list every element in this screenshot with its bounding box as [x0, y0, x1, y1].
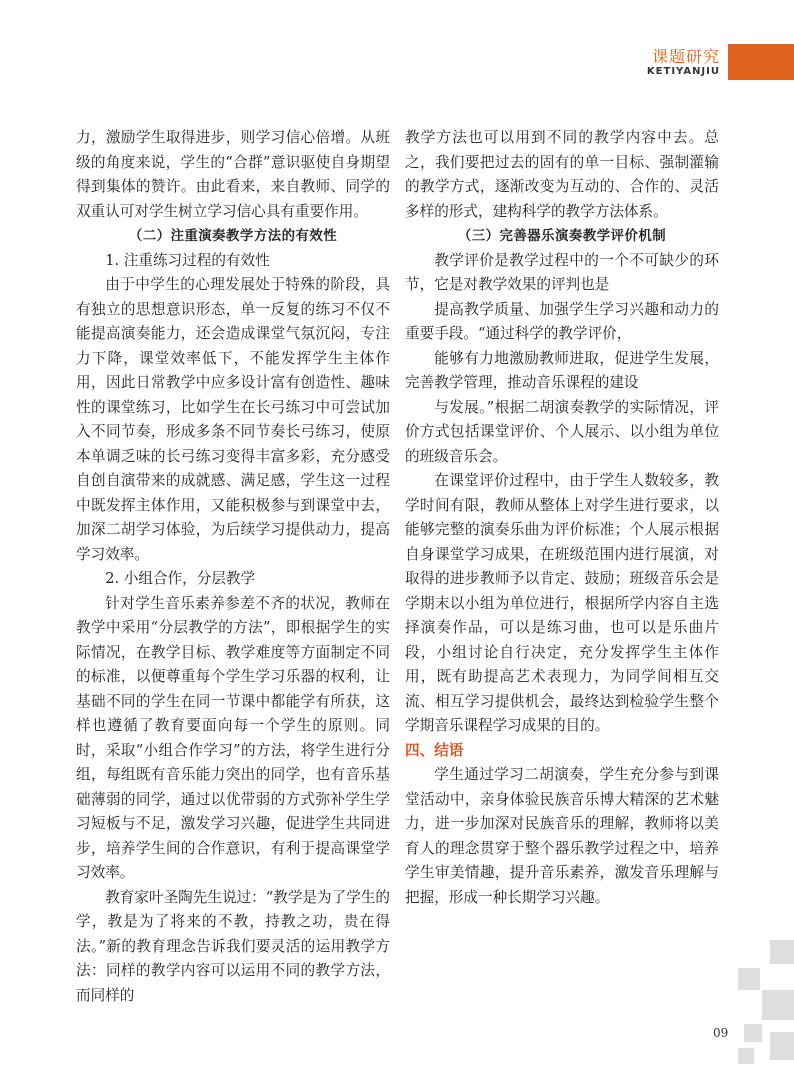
deco-square	[770, 1032, 794, 1060]
section-heading-2: （二）注重演奏教学方法的有效性	[128, 228, 338, 244]
deco-square	[762, 990, 794, 1020]
paragraph: 能够有力地激励教师进取，促进学生发展，完善教学管理，推动音乐课程的建设	[405, 349, 719, 391]
paragraph: 由于中学生的心理发展处于特殊的阶段，具有独立的思想意识形态，单一反复的练习不仅不能提高演奏能力，还会造成课堂气氛沉闷，专注力下降，课堂效率低下，不能发挥学生主体作用，因此日常教学中应多设计富有创造性、趣味性的课堂练习，比如学生在长弓练习中可尝试加入不同节奏，形成多条不同节奏长弓练习，使原本单调乏味的长弓练习变得丰富多彩，充分感受自创自演带来的成就感、满足感，学生这一过程中既发挥主体作用，又能积极参与到课堂中去，加深二胡学习体验，为后续学习提供动力，提高学习效率。	[76, 276, 390, 563]
deco-square	[770, 940, 794, 964]
paragraph: 教学评价是教学过程中的一个不可缺少的环节，它是对教学效果的评判也是	[405, 251, 719, 293]
paragraph: 与发展。”根据二胡演奏教学的实际情况，评价方式包括课堂评价、个人展示、以小组为单位的班级音乐会。	[405, 398, 719, 465]
subsection-heading-2: 2. 小组合作，分层教学	[105, 570, 256, 587]
right-column	[405, 126, 719, 910]
paragraph: 提高教学质量、加强学生学习兴趣和动力的重要手段。“通过科学的教学评价，	[405, 300, 719, 342]
paragraph: 学生通过学习二胡演奏，学生充分参与到课堂活动中，亲身体验民族音乐博大精深的艺术魅力，进一步加深对民族音乐的理解，教师将以美育人的理念贯穿于整个器乐教学过程之中，培养学生审美情趣，提升音乐素养，激发音乐理解与把握，形成一种长期学习兴趣。	[405, 766, 719, 906]
deco-square	[738, 968, 760, 990]
running-header	[604, 44, 794, 84]
paragraph: 教学方法也可以用到不同的教学内容中去。总之，我们要把过去的固有的单一目标、强制灌输的教学方式，逐渐改变为互动的、合作的、灵活多样的形式，建构科学的教学方法体系。	[405, 129, 719, 220]
paragraph: 在课堂评价过程中，由于学生人数较多，教学时间有限，教师从整体上对学生进行要求，以能够完整的演奏乐曲为评价标准；个人展示根据自身课堂学习成果，在班级范围内进行展演，对取得的进步教师予以肯定、鼓励；班级音乐会是学期末以小组为单位进行，根据所学内容自主选择演奏作品，可以是练习曲，也可以是乐曲片段，小组讨论自行决定，充分发挥学生主体作用，既有助提高艺术表现力，为同学间相互交流、相互学习提供机会，最终达到检验学生整个学期音乐课程学习成果的目的。	[405, 472, 719, 734]
header-title: 课题研究	[651, 47, 720, 66]
header-accent-bar	[728, 44, 794, 80]
paragraph: 教育家叶圣陶先生说过：“教学是为了学生的学，教是为了将来的不教，持教之功，贵在得法。”新的教育理念告诉我们要灵活的运用教学方法：同样的教学内容可以运用不同的教学方法，而同样的	[76, 888, 390, 1004]
page-number: 09	[713, 1026, 729, 1040]
paragraph: 针对学生音乐素养参差不齐的状况，教师在教学中采用“分层教学的方法”，即根据学生的实际情况，在教学目标、教学难度等方面制定不同的标准，以便尊重每个学生学习乐器的权利，让基础不同的学生在同一节课中都能学有所获，这样也遵循了教育要面向每一个学生的原则。同时，采取“小组合作学习”的方法，将学生进行分组，每组既有音乐能力突出的同学，也有音乐基础薄弱的同学，通过以优带弱的方式弥补学生学习短板与不足，激发学习兴趣，促进学生共同进步，培养学生间的合作意识，有利于提高课堂学习效率。	[76, 594, 390, 881]
deco-square	[744, 1024, 762, 1042]
deco-square	[738, 1048, 754, 1064]
subsection-heading-1: 1. 注重练习过程的有效性	[105, 251, 270, 269]
header-subtitle: KETIYANJIU	[646, 66, 720, 77]
left-column	[76, 126, 390, 1008]
section-heading-3: （三）完善器乐演奏教学评价机制	[457, 228, 667, 244]
paragraph: 力，激励学生取得进步，则学习信心倍增。从班级的角度来说，学生的“合群”意识驱使自身期望得到集体的赞许。由此看来，来自教师、同学的双重认可对学生树立学习信心具有重要作用。	[76, 129, 390, 220]
section-heading-4: 四、结语	[405, 741, 464, 759]
